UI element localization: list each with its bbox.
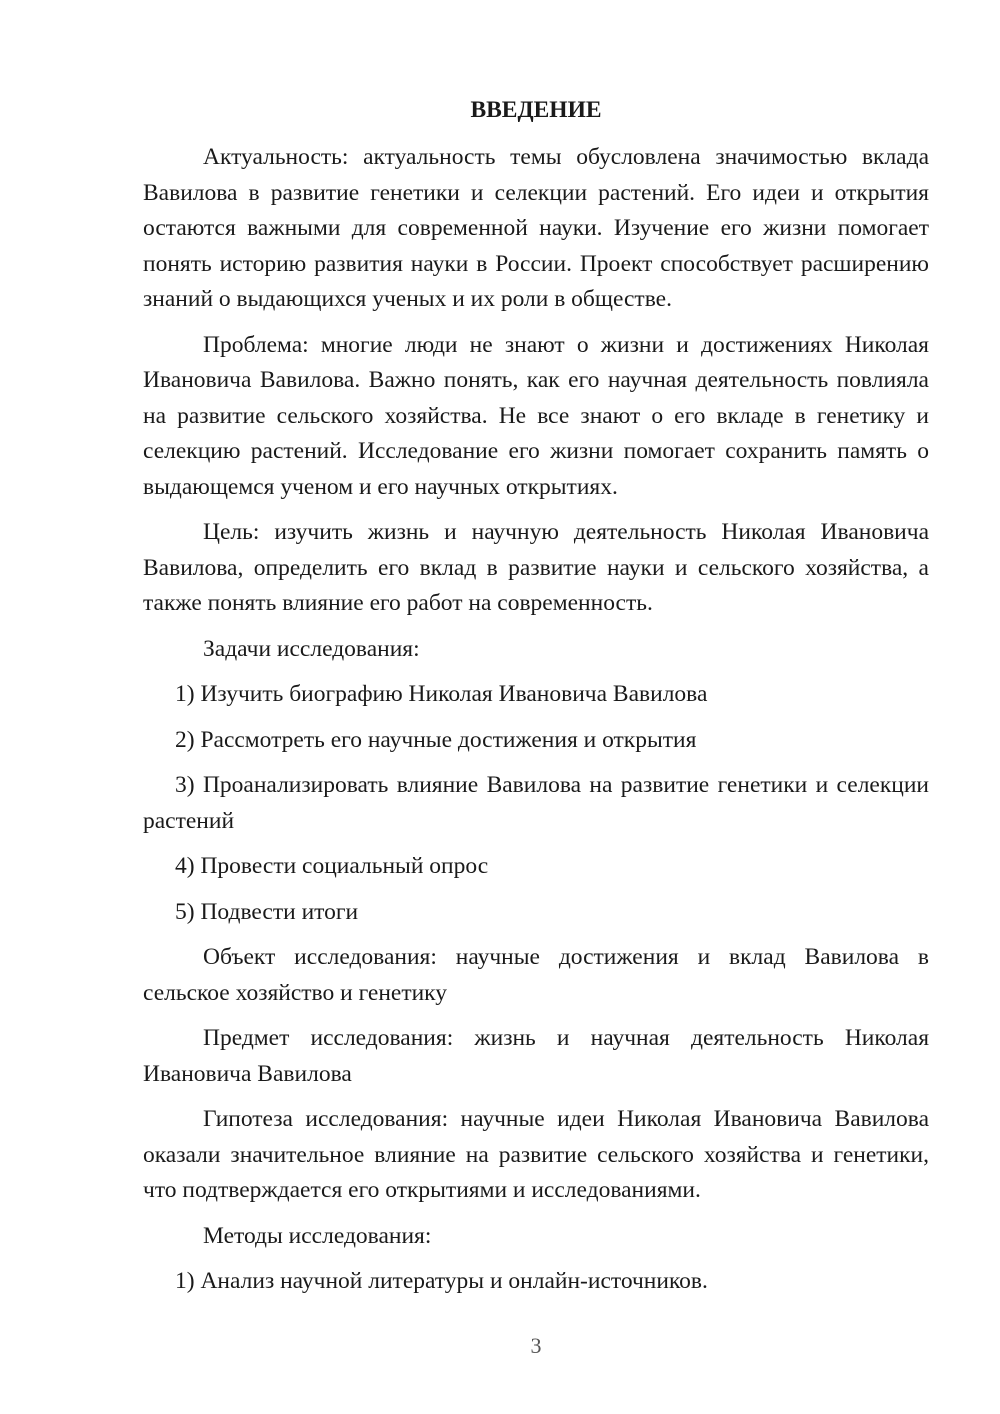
subject-paragraph: Предмет исследования: жизнь и научная деятельность Николая Ивановича Вавилова — [143, 1025, 929, 1087]
page-number: 3 — [530, 1333, 542, 1358]
document-body — [143, 92, 929, 1310]
tasks-heading: Задачи исследования: — [203, 635, 420, 662]
page-title: ВВЕДЕНИЕ — [470, 97, 602, 123]
method-item: 1) Анализ научной литературы и онлайн-источников. — [175, 1268, 708, 1294]
task-item: 4) Провести социальный опрос — [175, 853, 489, 879]
relevance-paragraph: Актуальность: актуальность темы обусловлена значимостью вклада Вавилова в развитие генетики и селекции растений. Его идеи и открытия остаются важными для современной науки. Изучение его жизни помогает понять историю развития науки в России. Проект способствует расширению знаний о выдающихся ученых и их роли в обществе. — [143, 144, 929, 312]
hypothesis-paragraph: Гипотеза исследования: научные идеи Николая Ивановича Вавилова оказали значительное влияние на развитие сельского хозяйства и генетики, что подтверждается его открытиями и исследованиями. — [143, 1106, 929, 1203]
methods-heading: Методы исследования: — [203, 1222, 432, 1249]
problem-paragraph: Проблема: многие люди не знают о жизни и достижениях Николая Ивановича Вавилова. Важно понять, как его научная деятельность повлияла на развитие сельского хозяйства. Не все знают о его вкладе в генетику и селекцию растений. Исследование его жизни помогает сохранить память о выдающемся ученом и его научных открытиях. — [143, 331, 929, 500]
task-item: 2) Рассмотреть его научные достижения и открытия — [175, 726, 697, 753]
task-item: 1) Изучить биографию Николая Ивановича Вавилова — [175, 681, 708, 707]
task-item: 5) Подвести итоги — [175, 898, 359, 925]
object-paragraph: Объект исследования: научные достижения и вклад Вавилова в сельское хозяйство и генетику — [143, 944, 929, 1006]
goal-paragraph: Цель: изучить жизнь и научную деятельность Николая Ивановича Вавилова, определить его вклад в развитие науки и сельского хозяйства, а также понять влияние его работ на современность. — [143, 519, 929, 616]
task-item: 3) Проанализировать влияние Вавилова на развитие генетики и селекции растений — [143, 772, 929, 834]
